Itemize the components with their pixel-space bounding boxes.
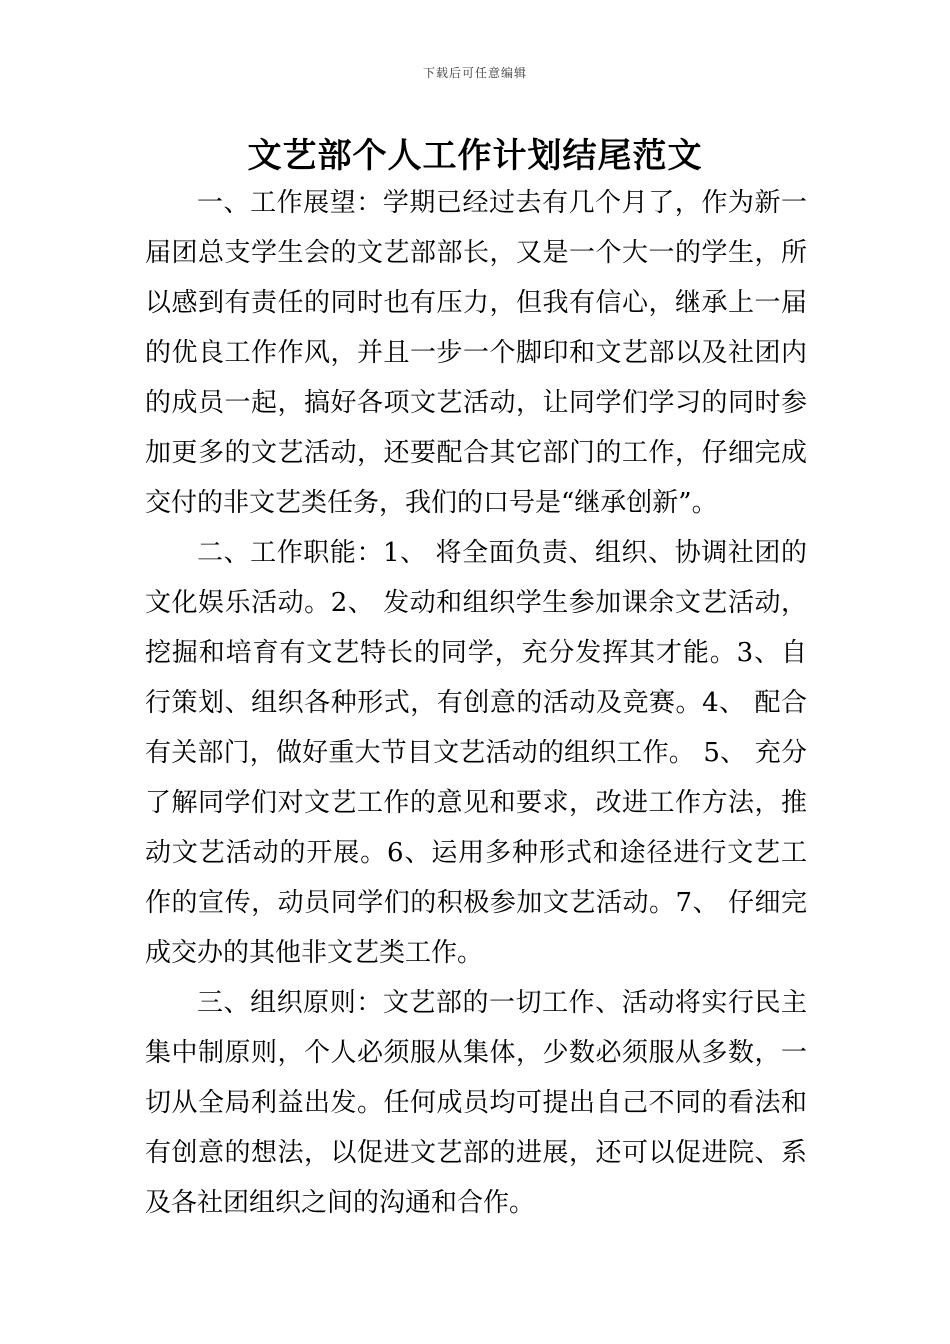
paragraph-work-outlook: 一、工作展望：学期已经过去有几个月了，作为新一届团总支学生会的文艺部部长，又是一个大一的学生，所以感到有责任的同时也有压力，但我有信心，继承上一届的优良工作作风，并且一步一个脚印和文艺部以及社团内的成员一起，搞好各项文艺活动，让同学们学习的同时参加更多的文艺活动，还要配合其它部门的工作，仔细完成交付的非文艺类任务，我们的口号是“继承创新”。 xyxy=(145,188,807,518)
paragraph-organization-principles: 三、组织原则：文艺部的一切工作、活动将实行民主集中制原则，个人必须服从集体，少数必须服从多数，一切从全局利益出发。任何成员均可提出自己不同的看法和有创意的想法，以促进文艺部的进展，还可以促进院、系及各社团组织之间的沟通和合作。 xyxy=(145,988,807,1218)
header-note: 下载后可任意编辑 xyxy=(422,66,527,80)
paragraph-work-functions: 二、工作职能：1、 将全面负责、组织、协调社团的文化娱乐活动。2、 发动和组织学生参加课余文艺活动，挖掘和培育有文艺特长的同学，充分发挥其才能。3、自行策划、组织各种形式，有创意的活动及竞赛。4、 配合有关部门，做好重大节目文艺活动的组织工作。 5、 充分了解同学们对文艺工作的意见和要求，改进工作方法，推动文艺活动的开展。6、运用多种形式和途径进行文艺工作的宣传，动员同学们的积极参加文艺活动。7、 仔细完成交办的其他非文艺类工作。 xyxy=(145,538,807,968)
document-body xyxy=(145,178,807,1228)
document-title: 文艺部个人工作计划结尾范文 xyxy=(247,136,703,176)
